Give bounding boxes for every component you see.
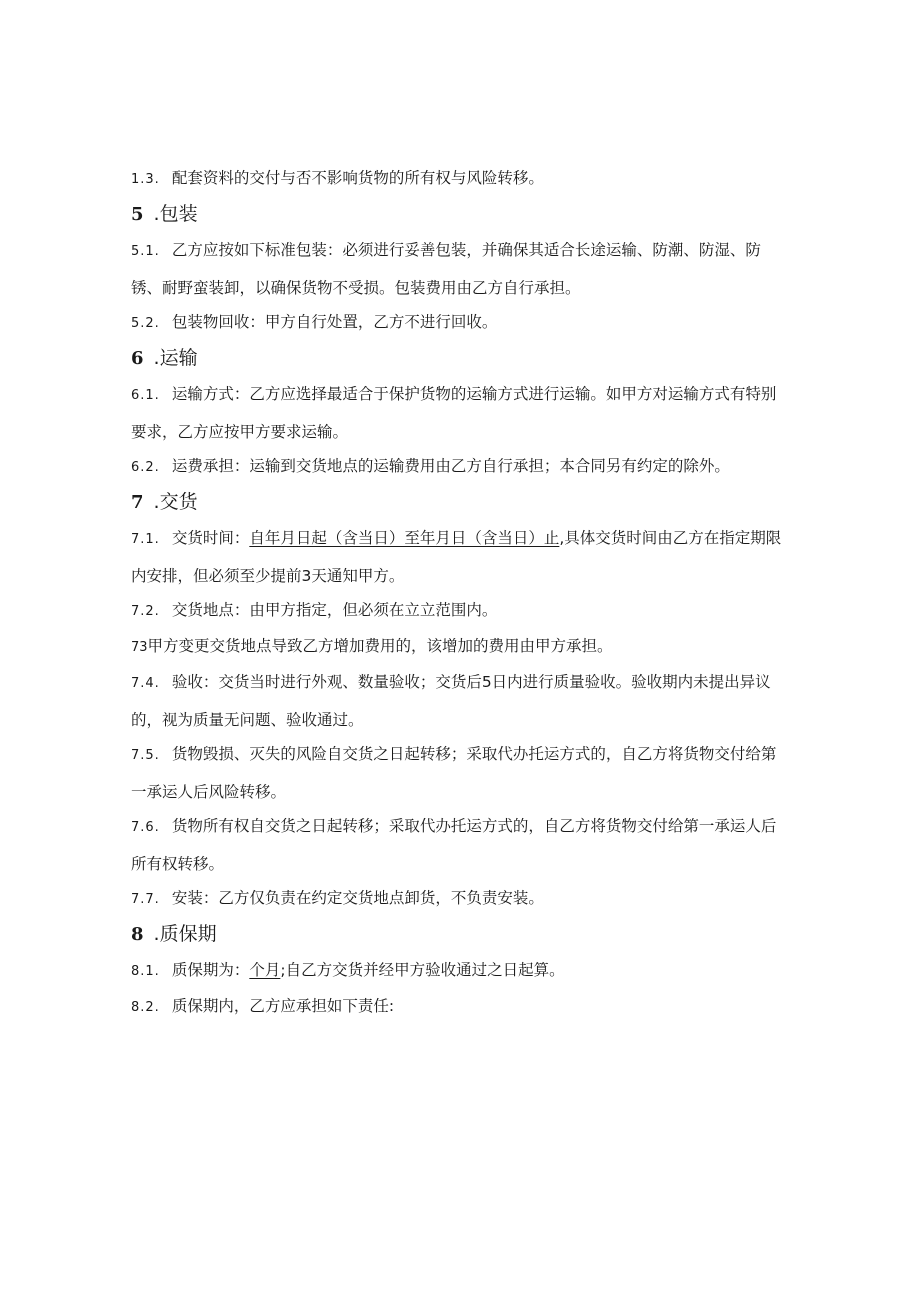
clause-5-1 <box>131 232 791 304</box>
clause-7-2 <box>131 592 791 628</box>
section-number: 5 <box>131 204 144 225</box>
clause-text: 运输方式：乙方应选择最适合于保护货物的运输方式进行运输。如甲方对运输方式有特别要求，乙方应按甲方要求运输。 <box>131 385 777 441</box>
clause-text: 验收：交货当时进行外观、数量验收；交货后5日内进行质量验收。验收期内未提出异议的，视为质量无问题、验收通过。 <box>131 673 771 729</box>
clause-number: 7.5. <box>131 748 160 763</box>
clause-number: 7.6. <box>131 820 160 835</box>
delivery-period-blank: 自年月日起（含当日）至年月日（含当日）止 <box>249 529 560 547</box>
clause-number: 1.3. <box>131 172 160 187</box>
clause-number: 8.1. <box>131 964 160 979</box>
clause-text: 货物所有权自交货之日起转移；采取代办托运方式的，自乙方将货物交付给第一承运人后所有权转移。 <box>131 817 777 873</box>
clause-7-5 <box>131 736 791 808</box>
clause-text: ;自乙方交货并经甲方验收通过之日起算。 <box>280 961 565 979</box>
section-title: .包装 <box>153 203 198 225</box>
section-number: 8 <box>131 924 144 945</box>
clause-prefix: 交货时间： <box>171 529 250 547</box>
clause-number: 7.1. <box>131 532 160 547</box>
section-heading-8 <box>131 916 791 952</box>
clause-number: 5.1. <box>131 244 160 259</box>
clause-text: 运费承担：运输到交货地点的运输费用由乙方自行承担；本合同另有约定的除外。 <box>171 457 730 475</box>
clause-number: 7.2. <box>131 604 160 619</box>
clause-6-2 <box>131 448 791 484</box>
clause-number: 6.1. <box>131 388 160 403</box>
section-number: 6 <box>131 348 144 369</box>
clause-text: 包装物回收：甲方自行处置，乙方不进行回收。 <box>171 313 498 331</box>
clause-number: 73 <box>131 640 148 655</box>
clause-text: ,具体交货时间由乙方在指定期限内安排，但必须至少提前3天通知甲方。 <box>131 529 782 585</box>
clause-number: 5.2. <box>131 316 160 331</box>
clause-8-2 <box>131 988 791 1024</box>
clause-number: 6.2. <box>131 460 160 475</box>
clause-5-2 <box>131 304 791 340</box>
section-heading-7 <box>131 484 791 520</box>
clause-text: 交货地点：由甲方指定，但必须在立立范围内。 <box>171 601 498 619</box>
document-body <box>131 160 791 1024</box>
clause-text: 乙方应按如下标准包装：必须进行妥善包装，并确保其适合长途运输、防潮、防湿、防锈、耐野蛮装卸，以确保货物不受损。包装费用由乙方自行承担。 <box>131 241 761 297</box>
clause-7-3 <box>131 628 791 664</box>
clause-text: 质保期内，乙方应承担如下责任: <box>171 997 395 1015</box>
clause-7-1 <box>131 520 791 592</box>
clause-text: 配套资料的交付与否不影响货物的所有权与风险转移。 <box>171 169 544 187</box>
clause-8-1 <box>131 952 791 988</box>
clause-7-6 <box>131 808 791 880</box>
clause-text: 货物毁损、灭失的风险自交货之日起转移；采取代办托运方式的，自乙方将货物交付给第一承运人后风险转移。 <box>131 745 777 801</box>
clause-number: 7.7. <box>131 892 160 907</box>
clause-text: 安装：乙方仅负责在约定交货地点卸货，不负责安装。 <box>171 889 544 907</box>
warranty-months-blank: 个月 <box>249 961 281 979</box>
clause-text: 甲方变更交货地点导致乙方增加费用的，该增加的费用由甲方承担。 <box>147 637 613 655</box>
clause-1-3 <box>131 160 791 196</box>
section-number: 7 <box>131 492 144 513</box>
clause-7-4 <box>131 664 791 736</box>
section-heading-6 <box>131 340 791 376</box>
section-title: .交货 <box>153 491 198 513</box>
clause-6-1 <box>131 376 791 448</box>
section-heading-5 <box>131 196 791 232</box>
section-title: .质保期 <box>153 923 217 945</box>
clause-prefix: 质保期为： <box>171 961 250 979</box>
clause-number: 8.2. <box>131 1000 160 1015</box>
section-title: .运输 <box>153 347 198 369</box>
clause-7-7 <box>131 880 791 916</box>
clause-number: 7.4. <box>131 676 160 691</box>
